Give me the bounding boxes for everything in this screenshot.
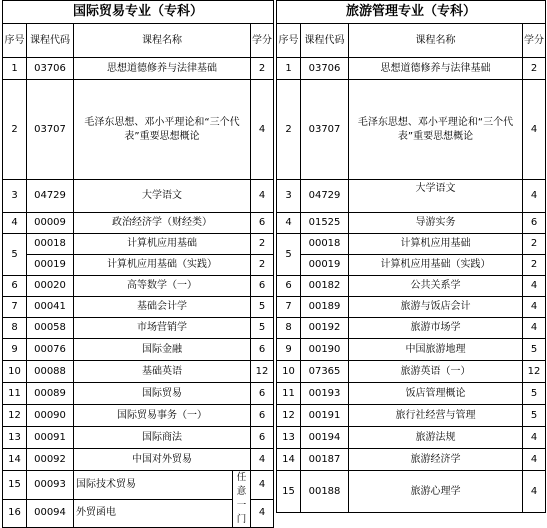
row-credit: 2	[251, 58, 274, 80]
row-seq: 7	[277, 297, 301, 318]
row-credit: 6	[251, 213, 274, 234]
table-row	[3, 213, 274, 234]
row-credit: 4	[251, 499, 274, 528]
table-row	[277, 471, 546, 513]
row-name: 大学语文	[74, 180, 251, 213]
row-name: 中国对外贸易	[74, 449, 251, 471]
table-row	[277, 405, 546, 427]
row-credit: 4	[523, 471, 546, 513]
row-seq: 5	[277, 234, 301, 276]
row-code: 00091	[27, 427, 74, 449]
table-row	[3, 80, 274, 180]
table-row	[277, 80, 546, 180]
row-name: 国际金融	[74, 339, 251, 361]
row-seq: 11	[3, 383, 27, 405]
row-credit: 4	[523, 297, 546, 318]
row-seq: 13	[3, 427, 27, 449]
row-code: 00092	[27, 449, 74, 471]
table-row	[277, 383, 546, 405]
row-code: 00194	[301, 427, 349, 449]
row-code: 00190	[301, 339, 349, 361]
row-name: 国际贸易事务（一）	[74, 405, 251, 427]
table-row	[3, 234, 274, 255]
row-code: 00187	[301, 449, 349, 471]
row-credit: 5	[251, 297, 274, 318]
row-code: 04729	[27, 180, 74, 213]
row-credit: 4	[523, 318, 546, 339]
row-name: 基础会计学	[74, 297, 251, 318]
table-row	[277, 318, 546, 339]
row-code: 03707	[301, 80, 349, 180]
row-code: 00182	[301, 276, 349, 297]
row-seq: 8	[277, 318, 301, 339]
table-row	[277, 276, 546, 297]
row-code: 03707	[27, 80, 74, 180]
row-code: 00019	[301, 255, 349, 276]
row-code: 00090	[27, 405, 74, 427]
row-seq: 4	[3, 213, 27, 234]
row-name: 基础英语	[74, 361, 251, 383]
row-seq: 10	[277, 361, 301, 383]
row-seq: 12	[3, 405, 27, 427]
row-code: 03706	[301, 58, 349, 80]
row-code: 00193	[301, 383, 349, 405]
row-name: 大学语文	[349, 180, 523, 213]
header-code: 课程代码	[27, 24, 74, 58]
row-name: 思想道德修养与法律基础	[74, 58, 251, 80]
row-credit: 2	[251, 255, 274, 276]
row-credit: 2	[251, 234, 274, 255]
header-seq: 序号	[277, 24, 301, 58]
row-seq: 11	[277, 383, 301, 405]
row-credit: 5	[523, 383, 546, 405]
table-row	[277, 234, 546, 255]
table-row	[3, 58, 274, 80]
row-code: 00191	[301, 405, 349, 427]
row-code: 00094	[27, 499, 74, 528]
row-seq: 13	[277, 427, 301, 449]
header-credit: 学分	[251, 24, 274, 58]
row-seq: 6	[3, 276, 27, 297]
row-credit: 4	[523, 276, 546, 297]
table-row	[3, 255, 274, 276]
row-name: 计算机应用基础	[74, 234, 251, 255]
row-seq: 14	[277, 449, 301, 471]
row-name: 旅游英语（一）	[349, 361, 523, 383]
table-row	[277, 58, 546, 80]
row-name: 外贸函电	[74, 499, 233, 528]
row-code: 00188	[301, 471, 349, 513]
table-row	[277, 255, 546, 276]
table-row	[3, 180, 274, 213]
row-code: 00018	[27, 234, 74, 255]
row-credit: 4	[523, 180, 546, 213]
row-seq: 9	[277, 339, 301, 361]
row-code: 00089	[27, 383, 74, 405]
row-credit: 6	[251, 383, 274, 405]
row-seq: 10	[3, 361, 27, 383]
row-name: 国际技术贸易	[74, 471, 233, 500]
international-trade-table	[2, 0, 274, 528]
row-credit: 6	[523, 213, 546, 234]
row-seq: 15	[277, 471, 301, 513]
row-seq: 16	[3, 499, 27, 528]
row-seq: 14	[3, 449, 27, 471]
row-credit: 6	[251, 339, 274, 361]
row-name: 市场营销学	[74, 318, 251, 339]
table-row	[277, 427, 546, 449]
row-seq: 8	[3, 318, 27, 339]
row-seq: 15	[3, 471, 27, 500]
row-credit: 6	[251, 427, 274, 449]
row-name: 旅游市场学	[349, 318, 523, 339]
row-seq: 12	[277, 405, 301, 427]
row-code: 00041	[27, 297, 74, 318]
row-code: 00018	[301, 234, 349, 255]
table-row	[3, 449, 274, 471]
header-name: 课程名称	[349, 24, 523, 58]
row-code: 00009	[27, 213, 74, 234]
row-code: 03706	[27, 58, 74, 80]
header-name: 课程名称	[74, 24, 251, 58]
row-credit: 4	[523, 80, 546, 180]
row-name: 中国旅游地理	[349, 339, 523, 361]
row-name: 旅游与饭店会计	[349, 297, 523, 318]
row-credit: 4	[523, 427, 546, 449]
row-credit: 5	[523, 405, 546, 427]
header-code: 课程代码	[301, 24, 349, 58]
row-seq: 9	[3, 339, 27, 361]
row-name: 旅游法规	[349, 427, 523, 449]
row-seq: 5	[3, 234, 27, 276]
row-credit: 2	[523, 234, 546, 255]
row-seq: 2	[3, 80, 27, 180]
table-row	[277, 213, 546, 234]
row-code: 07365	[301, 361, 349, 383]
table-row	[3, 361, 274, 383]
table-row	[3, 383, 274, 405]
row-name: 国际贸易	[74, 383, 251, 405]
row-code: 00020	[27, 276, 74, 297]
tourism-management-table	[276, 0, 546, 513]
row-code: 00093	[27, 471, 74, 500]
row-credit: 12	[523, 361, 546, 383]
row-name: 计算机应用基础（实践）	[349, 255, 523, 276]
row-name: 国际商法	[74, 427, 251, 449]
row-name: 公共关系学	[349, 276, 523, 297]
row-code: 01525	[301, 213, 349, 234]
row-name: 高等数学（一）	[74, 276, 251, 297]
row-name: 毛泽东思想、邓小平理论和“三个代表”重要思想概论	[74, 80, 251, 180]
table-row	[3, 427, 274, 449]
row-credit: 6	[251, 276, 274, 297]
header-seq: 序号	[3, 24, 27, 58]
row-code: 00076	[27, 339, 74, 361]
table-row	[277, 361, 546, 383]
row-name: 计算机应用基础	[349, 234, 523, 255]
row-credit: 5	[523, 339, 546, 361]
row-code: 00019	[27, 255, 74, 276]
row-seq: 2	[277, 80, 301, 180]
table-row	[3, 471, 274, 500]
row-seq: 3	[3, 180, 27, 213]
row-name: 导游实务	[349, 213, 523, 234]
row-seq: 7	[3, 297, 27, 318]
row-seq: 3	[277, 180, 301, 213]
row-credit: 5	[251, 318, 274, 339]
row-code: 04729	[301, 180, 349, 213]
row-credit: 12	[251, 361, 274, 383]
table-row	[3, 318, 274, 339]
table-row	[3, 339, 274, 361]
row-name: 饭店管理概论	[349, 383, 523, 405]
row-name: 计算机应用基础（实践）	[74, 255, 251, 276]
row-credit: 4	[251, 449, 274, 471]
table-row	[277, 297, 546, 318]
row-credit: 4	[251, 80, 274, 180]
table-row	[277, 180, 546, 213]
table-row	[3, 276, 274, 297]
row-name: 旅游心理学	[349, 471, 523, 513]
row-code: 00192	[301, 318, 349, 339]
elective-note: 任意一门	[233, 471, 251, 528]
row-name: 旅游经济学	[349, 449, 523, 471]
row-seq: 4	[277, 213, 301, 234]
left-table-title: 国际贸易专业（专科）	[3, 1, 274, 24]
row-credit: 4	[251, 471, 274, 500]
row-credit: 2	[523, 255, 546, 276]
row-code: 00088	[27, 361, 74, 383]
row-name: 毛泽东思想、邓小平理论和“三个代表”重要思想概论	[349, 80, 523, 180]
row-seq: 6	[277, 276, 301, 297]
row-code: 00058	[27, 318, 74, 339]
table-row	[277, 449, 546, 471]
table-row	[3, 297, 274, 318]
row-credit: 4	[523, 449, 546, 471]
row-seq: 1	[277, 58, 301, 80]
row-credit: 4	[251, 180, 274, 213]
row-seq: 1	[3, 58, 27, 80]
row-name: 旅行社经营与管理	[349, 405, 523, 427]
row-name: 政治经济学（财经类）	[74, 213, 251, 234]
header-credit: 学分	[523, 24, 546, 58]
row-code: 00189	[301, 297, 349, 318]
row-name: 思想道德修养与法律基础	[349, 58, 523, 80]
table-row	[3, 405, 274, 427]
table-row	[277, 339, 546, 361]
row-credit: 6	[251, 405, 274, 427]
row-credit: 2	[523, 58, 546, 80]
right-table-title: 旅游管理专业（专科）	[277, 1, 546, 24]
